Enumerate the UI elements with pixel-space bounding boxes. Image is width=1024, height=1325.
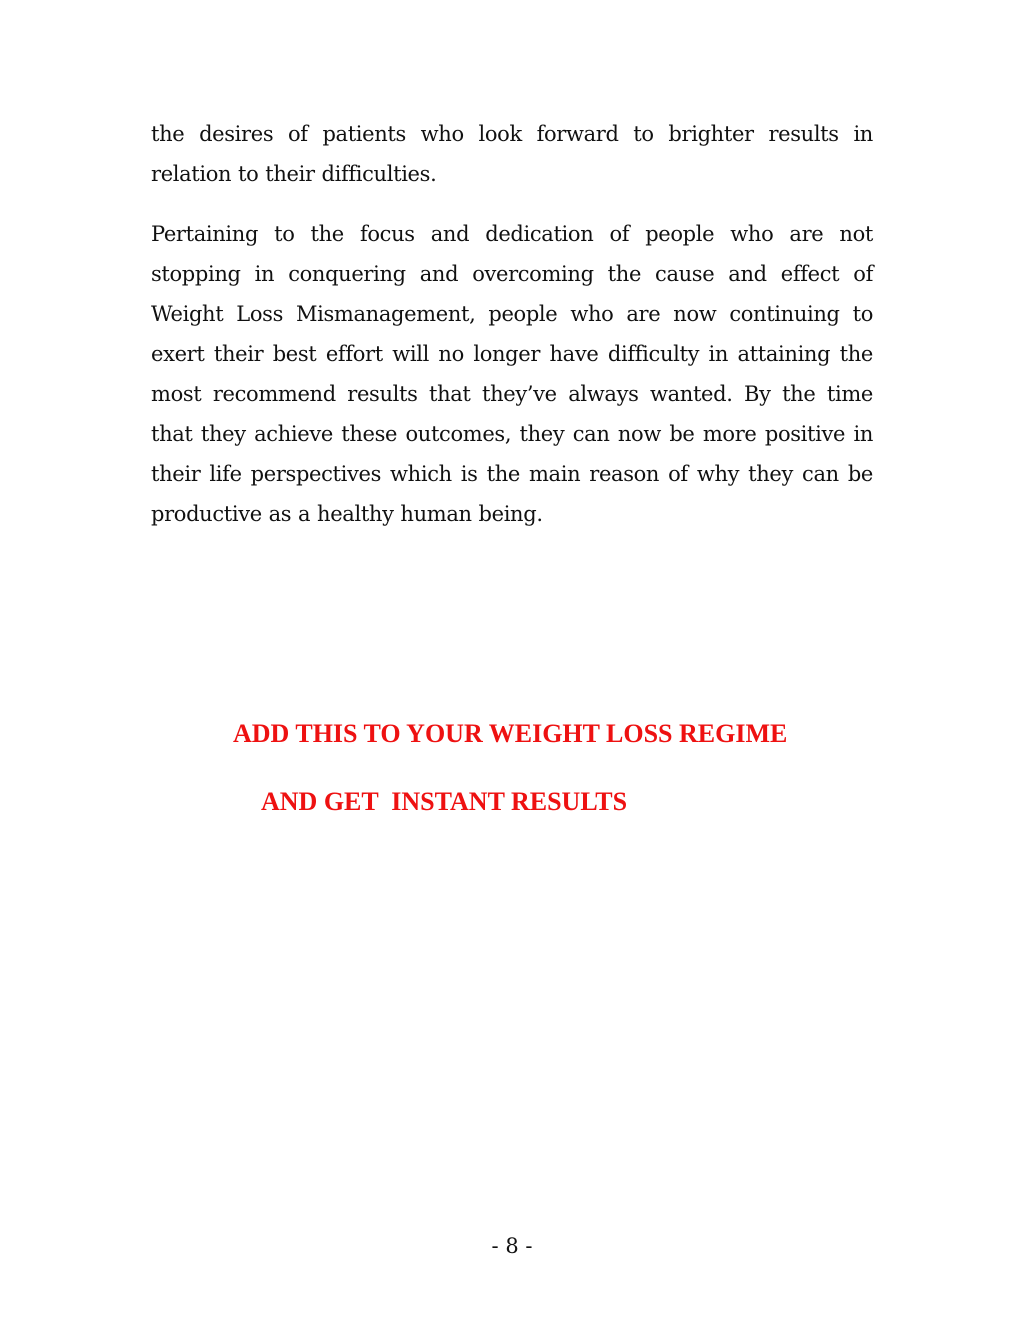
page-number: - 8 - bbox=[491, 1234, 533, 1258]
promo-heading-line-2: AND GET INSTANT RESULTS bbox=[261, 787, 628, 816]
promo-heading-line-1: ADD THIS TO YOUR WEIGHT LOSS REGIME bbox=[233, 719, 788, 748]
body-paragraph-2: Pertaining to the focus and dedication of people who are not stopping in conquering and overcoming the cause and effect of Weight Loss Mismanagement, people who are now continuing to exert their best effort will no longer have difficulty in attaining the most recommend results that they’ve always wanted. By the time that they achieve these outcomes, they can now be more positive in their life perspectives which is the main reason of why they can be productive as a healthy human being. bbox=[151, 222, 873, 526]
body-paragraph-1: the desires of patients who look forward to brighter results in relation to their difficulties. bbox=[151, 122, 873, 186]
